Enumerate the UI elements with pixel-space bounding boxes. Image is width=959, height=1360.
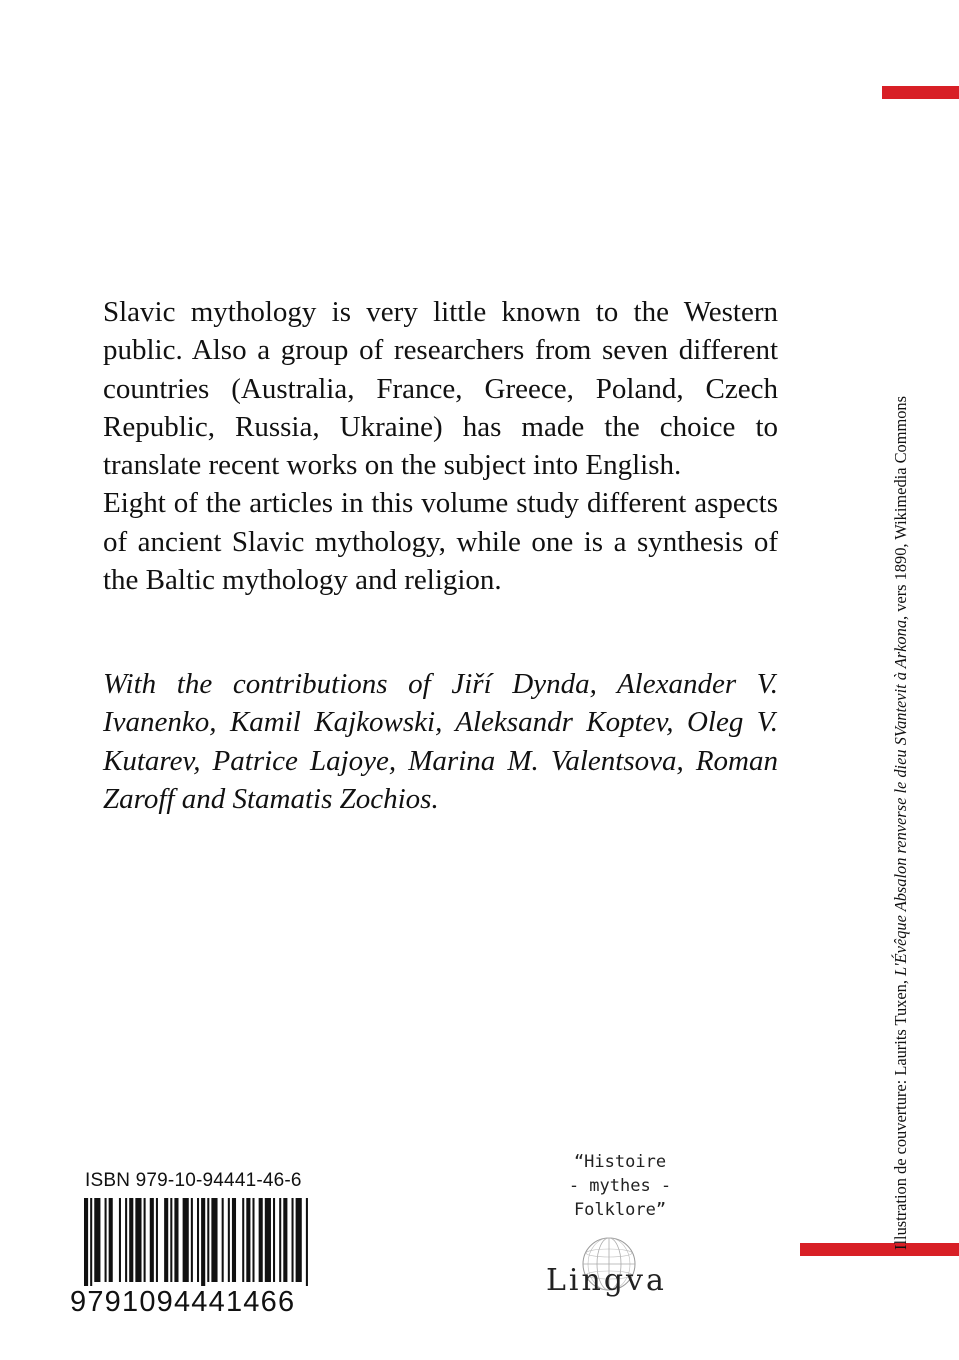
barcode-bar: [156, 1198, 158, 1282]
barcode-bar: [144, 1198, 146, 1282]
back-cover-blurb: [103, 293, 778, 599]
barcode-bar: [207, 1198, 209, 1282]
credit-suffix: , vers 1890, Wikimedia Commons: [891, 396, 910, 620]
barcode-bar: [129, 1198, 133, 1282]
barcode: [84, 1198, 310, 1290]
barcode-bar: [197, 1198, 199, 1282]
barcode-bar: [109, 1198, 113, 1282]
barcode-bar: [265, 1198, 271, 1282]
series-line-3: Folklore”: [573, 1200, 667, 1220]
barcode-bar: [201, 1198, 205, 1290]
credit-prefix: Illustration de couverture: Laurits Tuxen,: [891, 975, 910, 1250]
barcode-bar: [94, 1198, 100, 1282]
barcode-bar: [259, 1198, 263, 1282]
barcode-bar: [279, 1198, 281, 1282]
publisher-logo: Lingva: [546, 1263, 667, 1298]
barcode-bar: [119, 1198, 121, 1282]
barcode-bar: [125, 1198, 127, 1282]
barcode-bar: [174, 1198, 178, 1282]
barcode-bar: [164, 1198, 168, 1282]
barcode-bar: [135, 1198, 141, 1282]
isbn-label: ISBN 979-10-94441-46-6: [85, 1170, 302, 1191]
barcode-bar: [211, 1198, 217, 1282]
series-line-1: “Histoire: [573, 1152, 667, 1172]
barcode-bar: [296, 1198, 302, 1282]
barcode-bar: [228, 1198, 230, 1282]
barcode-bar: [292, 1198, 294, 1282]
barcode-bar: [105, 1198, 107, 1282]
cover-illustration-credit: [877, 172, 925, 1250]
red-accent-bar-top: [882, 86, 959, 99]
blurb-paragraph-1: Slavic mythology is very little known to the Western public. Also a group of researchers from seven different countries (Australia, France, Greece, Poland, Czech Republic, Russia, Ukraine) has made the choice to translate recent works on the subject into English.: [103, 296, 778, 482]
series-line-2: - mythes -: [568, 1176, 672, 1196]
barcode-digits: 9791094441466: [70, 1286, 310, 1319]
barcode-bar: [283, 1198, 287, 1282]
barcode-bar: [306, 1198, 308, 1290]
credit-artwork-title: L'Évêque Absalon renverse le dieu SVantevit à Arkona: [891, 619, 910, 976]
contributors-note: With the contributions of Jiří Dynda, Alexander V. Ivanenko, Kamil Kajkowski, Aleksandr Koptev, Oleg V. Kutarev, Patrice Lajoye, Marina M. Valentsova, Roman Zaroff and Stamatis Zochios.: [103, 668, 778, 815]
barcode-bar: [246, 1198, 250, 1282]
blurb-paragraph-2: Eight of the articles in this volume study different aspects of ancient Slavic mythology, while one is a synthesis of the Baltic mythology and religion.: [103, 487, 778, 597]
barcode-bar: [150, 1198, 154, 1282]
barcode-bar: [242, 1198, 244, 1282]
series-name: [555, 1150, 685, 1222]
barcode-bar: [84, 1198, 88, 1290]
barcode-bar: [170, 1198, 172, 1282]
barcode-bar: [222, 1198, 224, 1282]
barcode-bar: [273, 1198, 275, 1282]
barcode-bar: [183, 1198, 189, 1282]
barcode-bar: [232, 1198, 236, 1282]
barcode-bar: [252, 1198, 254, 1282]
barcode-bar: [90, 1198, 92, 1290]
barcode-bar: [191, 1198, 193, 1282]
